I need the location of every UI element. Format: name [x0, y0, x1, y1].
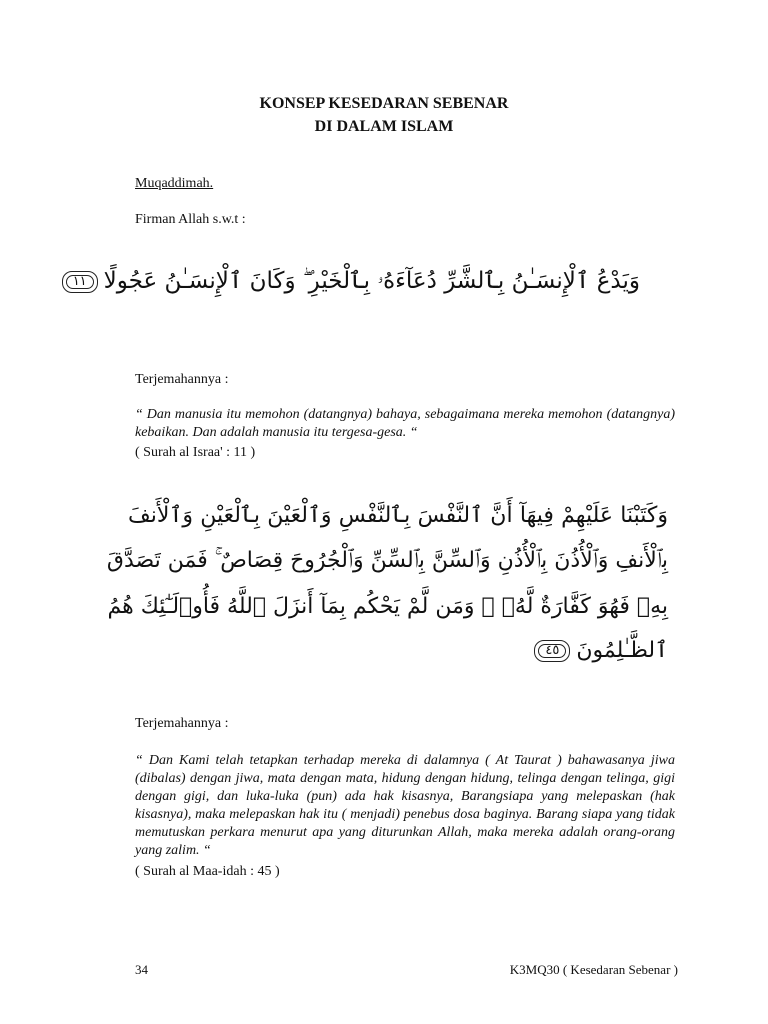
document-title-line-1: KONSEP KESEDARAN SEBENAR: [259, 95, 509, 112]
page-number: 34: [135, 962, 148, 977]
section-heading: Muqaddimah.: [135, 176, 214, 191]
verse-2-arabic-line-4-text: ٱلظَّـٰلِمُونَ: [576, 638, 668, 663]
verse-1-arabic-text: وَيَدْعُ ٱلْإِنسَـٰنُ بِٱلشَّرِّ دُعَآءَهُۥ بِٱلْخَيْرِ ۖ وَكَانَ ٱلْإِنسَـٰنُ عَجُولًا: [103, 268, 640, 294]
translation-label-1: Terjemahannya :: [135, 372, 229, 387]
document-title-line-2: DI DALAM ISLAM: [314, 118, 454, 135]
verse-2-arabic-line-2: بِٱلْأَنفِ وَٱلْأُذُنَ بِٱلْأُذُنِ وَٱلسِّنَّ بِٱلسِّنِّ وَٱلْجُرُوحَ قِصَاصٌ ۚ فَمَن تَصَدَّقَ: [106, 548, 668, 573]
intro-text: Firman Allah s.w.t :: [135, 212, 246, 227]
ayah-number-text: ٤٥: [545, 643, 560, 658]
verse-2-arabic-line-1: وَكَتَبْنَا عَلَيْهِمْ فِيهَآ أَنَّ ٱلنَّفْسَ بِٱلنَّفْسِ وَٱلْعَيْنَ بِٱلْعَيْنِ وَٱلْأَنفَ: [128, 503, 668, 528]
ayah-number-marker: [62, 271, 98, 293]
verse-2-arabic-line-4: [528, 638, 668, 663]
translation-label-2: Terjemahannya :: [135, 716, 229, 731]
translation-1: “ Dan manusia itu memohon (datangnya) bahaya, sebagaimana mereka memohon (datangnya) kebaikan. Dan adalah manusia itu tergesa-gesa. “: [135, 407, 675, 440]
translation-2: “ Dan Kami telah tetapkan terhadap mereka di dalamnya ( At Taurat ) bahawasanya jiwa (dibalas) dengan jiwa, mata dengan mata, hidung dengan hidung, telinga dengan telinga, gigi dengan gigi, dan luka-luka (pun) ada hak kisasnya, Barangsiapa yang melepaskan (hak kisasnya), maka melepaskan hak itu ( menjadi) penebus dosa baginya. Barang siapa yang tidak memutuskan perkara menurut apa yang diturunkan Allah, maka mereka adalah orang-orang yang zalim. “: [135, 753, 675, 858]
reference-2: ( Surah al Maa-idah : 45 ): [135, 864, 280, 879]
verse-1-arabic: [56, 268, 640, 294]
reference-1: ( Surah al Israa' : 11 ): [135, 445, 256, 460]
course-reference: K3MQ30 ( Kesedaran Sebenar ): [509, 962, 678, 977]
verse-2-arabic-line-3: بِهِۦ فَهُوَ كَفَّارَةٌ لَّهُۥ ۚ وَمَن لَّمْ يَحْكُم بِمَآ أَنزَلَ ٱللَّهُ فَأُو۟لَـٰٓئِكَ هُمُ: [107, 594, 668, 619]
ayah-number-text: ١١: [72, 273, 87, 289]
ayah-number-marker: [534, 640, 570, 662]
